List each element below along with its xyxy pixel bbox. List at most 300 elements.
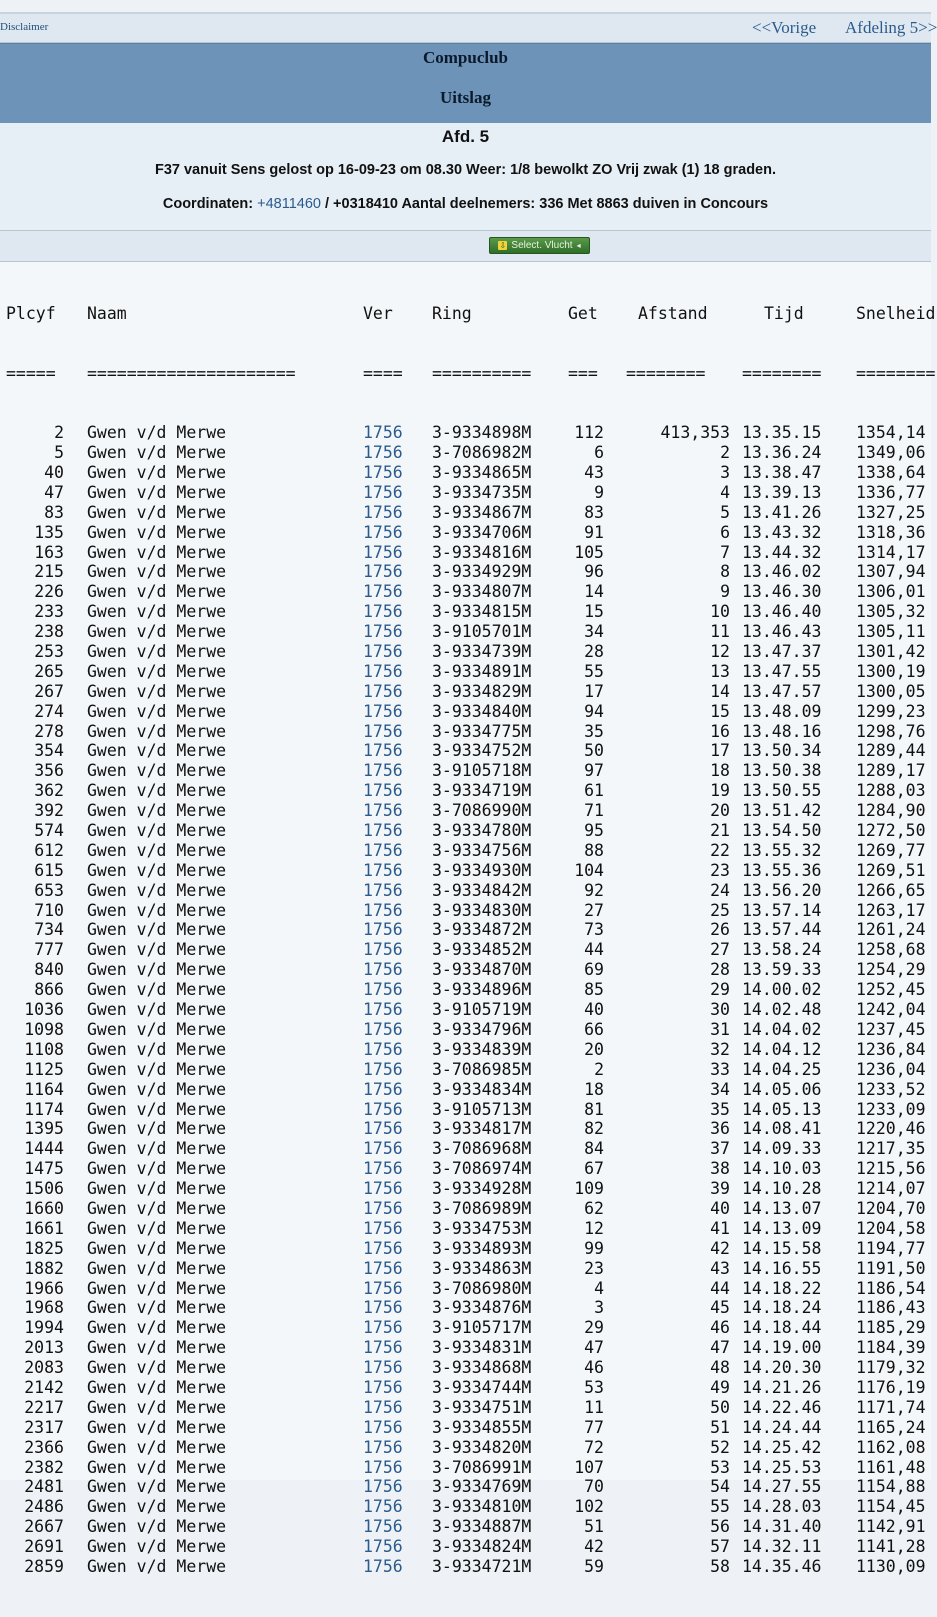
row-ver[interactable]: 1756: [363, 1417, 403, 1437]
row-ring: 3-7086989M: [432, 1198, 532, 1218]
row-get: 47: [584, 1338, 604, 1358]
row-plcyf: 710: [34, 900, 64, 920]
table-row: [0, 1079, 926, 1100]
table-row: [0, 1258, 926, 1279]
row-plcyf: 2667: [24, 1517, 64, 1537]
row-tijd: 13.59.33: [742, 960, 822, 980]
row-ver[interactable]: 1756: [363, 1059, 403, 1079]
row-afstand: 46: [710, 1318, 730, 1338]
row-get: 59: [584, 1556, 604, 1576]
row-afstand: 55: [710, 1497, 730, 1517]
row-get: 9: [594, 482, 604, 502]
row-get: 88: [584, 840, 604, 860]
row-afstand: 38: [710, 1159, 730, 1179]
row-get: 20: [584, 1039, 604, 1059]
row-get: 11: [584, 1397, 604, 1417]
row-afstand: 50: [710, 1397, 730, 1417]
row-ver[interactable]: 1756: [363, 781, 403, 801]
row-afstand: 413,353: [660, 423, 730, 443]
row-afstand: 54: [710, 1477, 730, 1497]
row-get: 40: [584, 1000, 604, 1020]
row-naam: Gwen v/d Merwe: [87, 1238, 227, 1258]
row-tijd: 13.36.24: [742, 443, 822, 463]
row-snelheid: 1288,03: [856, 781, 926, 801]
col-ver: Ver: [363, 303, 393, 323]
table-row: [0, 1179, 926, 1199]
row-afstand: 33: [710, 1059, 730, 1079]
row-ring: 3-9334744M: [432, 1377, 532, 1397]
row-plcyf: 163: [34, 542, 64, 562]
row-get: 70: [584, 1477, 604, 1497]
row-plcyf: 5: [54, 443, 64, 463]
sep-afstand: ========: [626, 363, 706, 383]
row-ver[interactable]: 1756: [363, 1477, 403, 1497]
row-snelheid: 1261,24: [856, 920, 926, 940]
row-snelheid: 1349,06: [856, 443, 926, 463]
row-ver[interactable]: 1756: [363, 900, 403, 920]
row-naam: Gwen v/d Merwe: [87, 1377, 227, 1397]
top-band: [0, 0, 931, 14]
row-snelheid: 1299,23: [856, 701, 926, 721]
row-tijd: 14.20.30: [742, 1358, 822, 1378]
select-flight-button[interactable]: [489, 237, 590, 254]
row-ver[interactable]: 1756: [363, 642, 403, 662]
row-plcyf: 1994: [24, 1318, 64, 1338]
row-ring: 3-7086991M: [432, 1457, 532, 1477]
row-ver[interactable]: 1756: [363, 840, 403, 860]
row-plcyf: 1825: [24, 1238, 64, 1258]
row-ver[interactable]: 1756: [363, 1218, 403, 1238]
row-get: 43: [584, 463, 604, 482]
table-row: [0, 562, 926, 582]
row-get: 62: [584, 1198, 604, 1218]
row-plcyf: 734: [34, 920, 64, 940]
row-snelheid: 1237,45: [856, 1019, 926, 1039]
row-ring: 3-9334891M: [432, 661, 532, 681]
row-plcyf: 1661: [24, 1218, 64, 1238]
row-tijd: 13.46.30: [742, 582, 822, 602]
table-row: [0, 880, 926, 901]
row-snelheid: 1254,29: [856, 960, 926, 980]
row-plcyf: 1098: [24, 1019, 64, 1039]
row-ver[interactable]: 1756: [363, 1338, 403, 1358]
row-ring: 3-9334706M: [432, 522, 532, 542]
row-ver[interactable]: 1756: [363, 1397, 403, 1417]
row-afstand: 14: [710, 681, 730, 701]
row-ring: 3-9334815M: [432, 602, 532, 622]
row-snelheid: 1165,24: [856, 1417, 926, 1437]
row-afstand: 2: [720, 443, 730, 463]
table-row: [0, 1059, 926, 1080]
row-ver[interactable]: 1756: [363, 1238, 403, 1258]
row-tijd: 14.16.55: [742, 1258, 822, 1278]
row-plcyf: 233: [34, 602, 64, 622]
table-row: [0, 920, 926, 940]
row-get: 29: [584, 1318, 604, 1338]
row-ver[interactable]: 1756: [363, 1358, 403, 1378]
row-afstand: 17: [710, 741, 730, 761]
row-get: 69: [584, 960, 604, 980]
row-ver[interactable]: 1756: [363, 1258, 403, 1278]
row-get: 94: [584, 701, 604, 721]
arrow-icon: ◂: [576, 241, 581, 250]
row-get: 109: [574, 1179, 604, 1199]
row-ver[interactable]: 1756: [363, 960, 403, 980]
table-row: [0, 482, 926, 503]
row-naam: Gwen v/d Merwe: [87, 1517, 227, 1537]
row-tijd: 13.55.32: [742, 840, 822, 860]
afdeling-title: Afd. 5: [441, 127, 490, 146]
row-get: 105: [574, 542, 604, 562]
row-ver[interactable]: 1756: [363, 880, 403, 900]
table-row: [0, 602, 926, 622]
table-row: [0, 1298, 926, 1318]
row-tijd: 14.10.28: [742, 1179, 822, 1199]
row-afstand: 44: [710, 1278, 730, 1298]
row-get: 84: [584, 1139, 604, 1159]
row-afstand: 11: [710, 622, 730, 642]
row-afstand: 43: [710, 1258, 730, 1278]
row-afstand: 29: [710, 980, 730, 1000]
row-afstand: 37: [710, 1139, 730, 1159]
row-naam: Gwen v/d Merwe: [87, 880, 227, 900]
row-ver[interactable]: 1756: [363, 1298, 403, 1318]
row-tijd: 13.38.47: [742, 463, 822, 482]
row-plcyf: 253: [34, 642, 64, 662]
table-row: [0, 980, 926, 1000]
row-ver[interactable]: 1756: [363, 1437, 403, 1457]
row-get: 82: [584, 1119, 604, 1139]
row-tijd: 13.39.13: [742, 482, 822, 502]
row-ver[interactable]: 1756: [363, 1278, 403, 1298]
row-naam: Gwen v/d Merwe: [87, 1079, 227, 1099]
row-ver[interactable]: 1756: [363, 423, 403, 443]
row-get: 51: [584, 1517, 604, 1537]
row-ver[interactable]: 1756: [363, 482, 403, 502]
row-naam: Gwen v/d Merwe: [87, 661, 227, 681]
row-naam: Gwen v/d Merwe: [87, 1298, 227, 1318]
row-get: 112: [574, 423, 604, 443]
row-ring: 3-9334817M: [432, 1119, 532, 1139]
row-ver[interactable]: 1756: [363, 721, 403, 741]
row-ring: 3-9105717M: [432, 1318, 532, 1338]
table-row: [0, 423, 926, 443]
row-ring: 3-9334816M: [432, 542, 532, 562]
row-ring: 3-9334735M: [432, 482, 532, 502]
row-tijd: 13.46.40: [742, 602, 822, 622]
row-ring: 3-9334751M: [432, 1397, 532, 1417]
row-afstand: 9: [720, 582, 730, 602]
row-afstand: 52: [710, 1437, 730, 1457]
row-plcyf: 2859: [24, 1556, 64, 1576]
row-naam: Gwen v/d Merwe: [87, 801, 227, 821]
row-plcyf: 1444: [24, 1139, 64, 1159]
row-plcyf: 1036: [24, 1000, 64, 1020]
row-get: 50: [584, 741, 604, 761]
row-snelheid: 1186,54: [856, 1278, 926, 1298]
row-ring: 3-7086990M: [432, 801, 532, 821]
row-afstand: 27: [710, 940, 730, 960]
row-plcyf: 274: [34, 701, 64, 721]
row-tijd: 13.46.43: [742, 622, 822, 642]
row-afstand: 3: [720, 463, 730, 482]
row-tijd: 14.15.58: [742, 1238, 822, 1258]
row-ver[interactable]: 1756: [363, 681, 403, 701]
row-ver[interactable]: 1756: [363, 602, 403, 622]
table-row: [0, 801, 926, 821]
row-afstand: 49: [710, 1377, 730, 1397]
sep-get: ===: [568, 363, 598, 383]
row-naam: Gwen v/d Merwe: [87, 1059, 227, 1079]
row-naam: Gwen v/d Merwe: [87, 1139, 227, 1159]
row-naam: Gwen v/d Merwe: [87, 562, 227, 582]
row-plcyf: 615: [34, 860, 64, 880]
table-row: [0, 681, 926, 702]
row-snelheid: 1305,32: [856, 602, 926, 622]
row-naam: Gwen v/d Merwe: [87, 443, 227, 463]
row-get: 18: [584, 1079, 604, 1099]
row-get: 42: [584, 1537, 604, 1557]
row-naam: Gwen v/d Merwe: [87, 821, 227, 841]
table-row: [0, 761, 926, 781]
row-plcyf: 2142: [24, 1377, 64, 1397]
row-plcyf: 2083: [24, 1358, 64, 1378]
row-tijd: 14.04.12: [742, 1039, 822, 1059]
row-naam: Gwen v/d Merwe: [87, 781, 227, 801]
row-tijd: 14.04.02: [742, 1019, 822, 1039]
row-snelheid: 1179,32: [856, 1358, 926, 1378]
row-ver[interactable]: 1756: [363, 701, 403, 721]
row-naam: Gwen v/d Merwe: [87, 1437, 227, 1457]
col-tijd: Tijd: [764, 303, 804, 323]
row-ver[interactable]: 1756: [363, 1556, 403, 1576]
row-get: 3: [594, 1298, 604, 1318]
row-ver[interactable]: 1756: [363, 562, 403, 582]
row-naam: Gwen v/d Merwe: [87, 960, 227, 980]
row-plcyf: 392: [34, 801, 64, 821]
row-get: 81: [584, 1099, 604, 1119]
row-tijd: 13.57.14: [742, 900, 822, 920]
row-tijd: 13.47.55: [742, 661, 822, 681]
row-ring: 3-9334753M: [432, 1218, 532, 1238]
row-snelheid: 1301,42: [856, 642, 926, 662]
row-ring: 3-9334887M: [432, 1517, 532, 1537]
row-naam: Gwen v/d Merwe: [87, 681, 227, 701]
previous-link[interactable]: <<Vorige: [752, 18, 817, 37]
row-plcyf: 226: [34, 582, 64, 602]
row-afstand: 26: [710, 920, 730, 940]
row-plcyf: 574: [34, 821, 64, 841]
coords-link[interactable]: +4811460: [257, 196, 321, 212]
row-get: 97: [584, 761, 604, 781]
row-ver[interactable]: 1756: [363, 1377, 403, 1397]
next-afdeling-link[interactable]: Afdeling 5>>: [845, 18, 937, 37]
row-ring: 3-9334872M: [432, 920, 532, 940]
row-plcyf: 2013: [24, 1338, 64, 1358]
table-row: [0, 1099, 926, 1120]
row-ver[interactable]: 1756: [363, 860, 403, 880]
row-plcyf: 2317: [24, 1417, 64, 1437]
row-naam: Gwen v/d Merwe: [87, 602, 227, 622]
row-ring: 3-9334830M: [432, 900, 532, 920]
row-afstand: 10: [710, 602, 730, 622]
row-ver[interactable]: 1756: [363, 741, 403, 761]
row-ring: 3-9334796M: [432, 1019, 532, 1039]
table-row: [0, 821, 926, 841]
row-get: 102: [574, 1497, 604, 1517]
row-ring: 3-9334863M: [432, 1258, 532, 1278]
row-ver[interactable]: 1756: [363, 1099, 403, 1119]
row-ring: 3-9334876M: [432, 1298, 532, 1318]
row-ver[interactable]: 1756: [363, 661, 403, 681]
row-naam: Gwen v/d Merwe: [87, 1417, 227, 1437]
table-row: [0, 840, 926, 861]
select-flight-label: Select. Vlucht: [511, 240, 573, 251]
table-row: [0, 1278, 926, 1299]
row-ver[interactable]: 1756: [363, 1179, 403, 1199]
row-tijd: 14.25.42: [742, 1437, 822, 1457]
row-plcyf: 354: [34, 741, 64, 761]
row-ring: 3-9334928M: [432, 1179, 532, 1199]
row-ver[interactable]: 1756: [363, 1019, 403, 1039]
row-afstand: 36: [710, 1119, 730, 1139]
row-ver[interactable]: 1756: [363, 1159, 403, 1179]
row-naam: Gwen v/d Merwe: [87, 542, 227, 562]
col-ring: Ring: [432, 303, 472, 323]
disclaimer-link[interactable]: Disclaimer: [0, 21, 49, 33]
row-afstand: 16: [710, 721, 730, 741]
row-naam: Gwen v/d Merwe: [87, 1556, 227, 1576]
row-snelheid: 1214,07: [856, 1179, 926, 1199]
row-afstand: 22: [710, 840, 730, 860]
row-get: 66: [584, 1019, 604, 1039]
row-ver[interactable]: 1756: [363, 1000, 403, 1020]
row-tijd: 13.43.32: [742, 522, 822, 542]
row-naam: Gwen v/d Merwe: [87, 582, 227, 602]
row-ring: 3-7086985M: [432, 1059, 532, 1079]
row-get: 2: [594, 1059, 604, 1079]
row-plcyf: 238: [34, 622, 64, 642]
row-snelheid: 1141,28: [856, 1537, 926, 1557]
row-afstand: 20: [710, 801, 730, 821]
table-row: [0, 1338, 926, 1358]
row-ring: 3-7086980M: [432, 1278, 532, 1298]
row-ver[interactable]: 1756: [363, 1139, 403, 1159]
row-ring: 3-9334807M: [432, 582, 532, 602]
row-naam: Gwen v/d Merwe: [87, 1119, 227, 1139]
row-ver[interactable]: 1756: [363, 1079, 403, 1099]
table-row: [0, 1019, 926, 1040]
row-tijd: 14.13.07: [742, 1198, 822, 1218]
row-afstand: 23: [710, 860, 730, 880]
row-tijd: 13.50.55: [742, 781, 822, 801]
row-plcyf: 265: [34, 661, 64, 681]
row-ver[interactable]: 1756: [363, 1517, 403, 1537]
row-tijd: 14.21.26: [742, 1377, 822, 1397]
row-ver[interactable]: 1756: [363, 582, 403, 602]
row-get: 55: [584, 661, 604, 681]
row-afstand: 30: [710, 1000, 730, 1020]
row-ver[interactable]: 1756: [363, 1318, 403, 1338]
table-body: [0, 423, 926, 1577]
row-snelheid: 1142,91: [856, 1517, 926, 1537]
row-afstand: 8: [720, 562, 730, 582]
row-ring: 3-9334810M: [432, 1497, 532, 1517]
row-naam: Gwen v/d Merwe: [87, 900, 227, 920]
row-tijd: 14.13.09: [742, 1218, 822, 1238]
row-get: 104: [574, 860, 604, 880]
table-row: [0, 1517, 926, 1537]
row-get: 107: [574, 1457, 604, 1477]
row-plcyf: 2481: [24, 1477, 64, 1497]
row-ver[interactable]: 1756: [363, 463, 403, 482]
row-afstand: 5: [720, 502, 730, 522]
row-get: 35: [584, 721, 604, 741]
row-naam: Gwen v/d Merwe: [87, 940, 227, 960]
row-plcyf: 40: [44, 463, 64, 482]
download-icon: ⇩: [499, 241, 507, 250]
row-ver[interactable]: 1756: [363, 443, 403, 463]
row-snelheid: 1354,14: [856, 423, 926, 443]
row-plcyf: 1108: [24, 1039, 64, 1059]
row-afstand: 28: [710, 960, 730, 980]
row-ver[interactable]: 1756: [363, 1497, 403, 1517]
sep-ring: ==========: [432, 363, 532, 383]
row-ver[interactable]: 1756: [363, 821, 403, 841]
row-tijd: 13.48.16: [742, 721, 822, 741]
row-ver[interactable]: 1756: [363, 622, 403, 642]
row-naam: Gwen v/d Merwe: [87, 622, 227, 642]
row-ver[interactable]: 1756: [363, 940, 403, 960]
row-snelheid: 1284,90: [856, 801, 926, 821]
table-row: [0, 940, 926, 960]
row-naam: Gwen v/d Merwe: [87, 522, 227, 542]
row-ver[interactable]: 1756: [363, 761, 403, 781]
sep-plcyf: =====: [6, 363, 56, 383]
row-naam: Gwen v/d Merwe: [87, 1497, 227, 1517]
row-plcyf: 2: [54, 423, 64, 443]
row-get: 91: [584, 522, 604, 542]
row-ver[interactable]: 1756: [363, 1537, 403, 1557]
table-row: [0, 463, 926, 483]
row-ver[interactable]: 1756: [363, 1119, 403, 1139]
row-tijd: 13.55.36: [742, 860, 822, 880]
row-ver[interactable]: 1756: [363, 1039, 403, 1059]
row-plcyf: 1395: [24, 1119, 64, 1139]
row-ver[interactable]: 1756: [363, 522, 403, 542]
row-plcyf: 362: [34, 781, 64, 801]
row-snelheid: 1236,84: [856, 1039, 926, 1059]
row-naam: Gwen v/d Merwe: [87, 721, 227, 741]
row-afstand: 57: [710, 1537, 730, 1557]
row-tijd: 14.27.55: [742, 1477, 822, 1497]
row-ver[interactable]: 1756: [363, 801, 403, 821]
row-afstand: 48: [710, 1358, 730, 1378]
row-ver[interactable]: 1756: [363, 1457, 403, 1477]
row-snelheid: 1215,56: [856, 1159, 926, 1179]
row-snelheid: 1185,29: [856, 1318, 926, 1338]
row-afstand: 58: [710, 1556, 730, 1576]
row-ring: 3-7086982M: [432, 443, 532, 463]
row-ver[interactable]: 1756: [363, 980, 403, 1000]
row-ver[interactable]: 1756: [363, 502, 403, 522]
row-ver[interactable]: 1756: [363, 1198, 403, 1218]
row-ring: 3-9334929M: [432, 562, 532, 582]
row-ver[interactable]: 1756: [363, 542, 403, 562]
row-naam: Gwen v/d Merwe: [87, 1457, 227, 1477]
row-ver[interactable]: 1756: [363, 920, 403, 940]
row-afstand: 47: [710, 1338, 730, 1358]
